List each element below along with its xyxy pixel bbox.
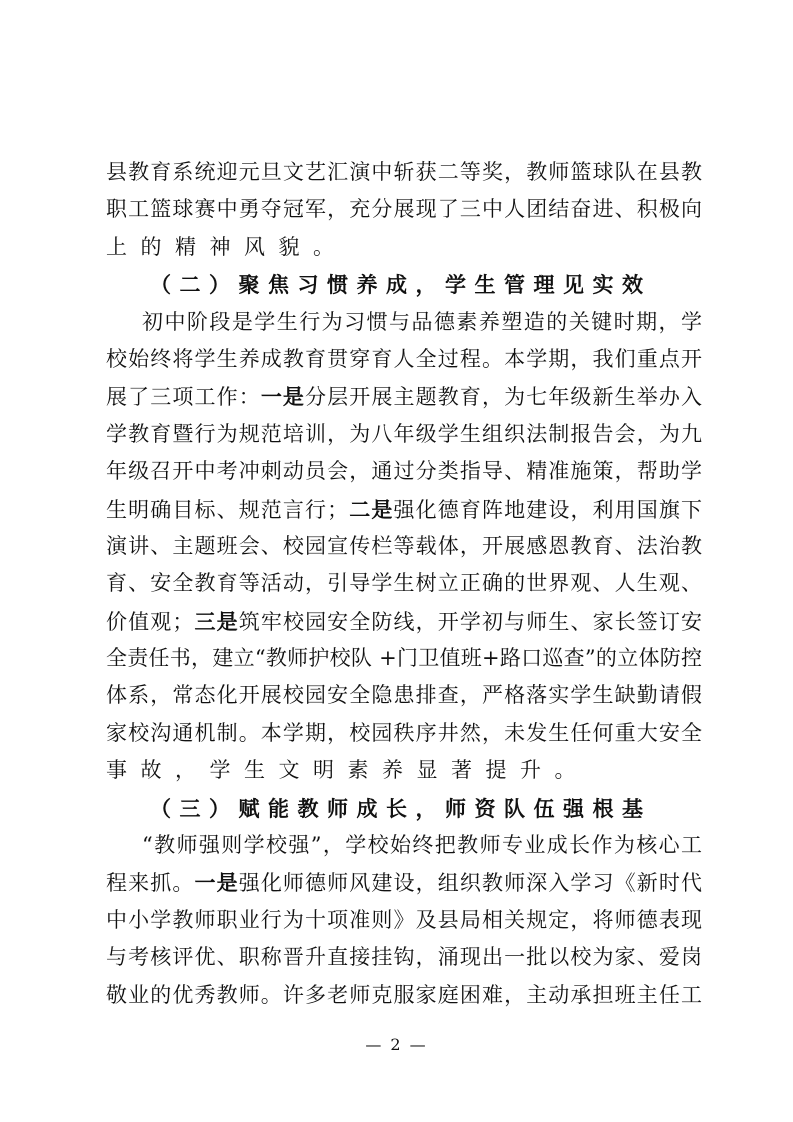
text-line	[106, 603, 702, 640]
text-line	[106, 229, 702, 266]
bold-text-run: 三是	[193, 608, 239, 634]
text-run: 体系，常态化开展校园安全隐患排查，严格落实学生缺勤请假	[106, 683, 702, 708]
text-line	[106, 752, 702, 789]
text-run: （三）赋能教师成长，师资队伍强根基	[150, 795, 652, 821]
text-run: （二）聚焦习惯养成，学生管理见实效	[150, 272, 652, 298]
text-run: 育、安全教育等活动，引导学生树立正确的世界观、人生观、	[106, 571, 702, 596]
text-line	[106, 378, 702, 415]
text-line	[106, 341, 702, 378]
text-run: 强化师德师风建设，组织教师深入学习《新时代	[238, 871, 703, 896]
text-line	[106, 191, 702, 228]
text-line	[106, 939, 702, 976]
text-run: 县教育系统迎元旦文艺汇演中斩获二等奖，教师篮球队在县教	[106, 160, 702, 184]
text-line	[106, 715, 702, 752]
text-run: 年级召开中考冲刺动员会，通过分类指导、精准施策，帮助学	[106, 459, 702, 484]
text-line	[106, 864, 702, 901]
text-run: 与考核评优、职称晋升直接挂钩，涌现出一批以校为家、爱岗	[106, 945, 702, 970]
text-line	[106, 154, 702, 191]
text-run: 筑牢校园安全防线，开学初与师生、家长签订安	[238, 609, 703, 634]
text-run: 全责任书，建立“教师护校队 +门卫值班+路口巡查”的立体防控	[106, 646, 702, 671]
text-line	[106, 677, 702, 714]
text-line	[106, 491, 702, 528]
text-line	[106, 453, 702, 490]
page-number: — 2 —	[365, 1035, 428, 1054]
section-heading-line	[106, 266, 702, 303]
text-line	[106, 640, 702, 677]
text-line	[106, 977, 702, 1014]
text-run: 价值观；	[106, 609, 194, 634]
text-line	[106, 827, 702, 864]
text-run: 上的精神风貌。	[106, 234, 348, 259]
text-run: 分层开展主题教育，为七年级新生举办入	[305, 385, 703, 410]
text-run: 初中阶段是学生行为习惯与品德素养塑造的关键时期，学	[142, 309, 702, 334]
text-line	[106, 902, 702, 939]
text-run: 家校沟通机制。本学期，校园秩序井然，未发生任何重大安全	[106, 720, 702, 745]
text-run: 展了三项工作：	[106, 385, 261, 410]
text-run: 生明确目标、规范言行；	[106, 497, 349, 522]
text-line	[106, 565, 702, 602]
text-run: “教师强则学校强”，学校始终把教师专业成长作为核心工	[142, 833, 702, 858]
text-run: 学教育暨行为规范培训，为八年级学生组织法制报告会，为九	[106, 421, 702, 446]
text-run: 中小学教师职业行为十项准则》及县局相关规定，将师德表现	[106, 907, 702, 932]
text-run: 事故，学生文明素养显著提升。	[106, 758, 589, 783]
section-heading-line	[106, 790, 702, 827]
text-run: 职工篮球赛中勇夺冠军，充分展现了三中人团结奋进、积极向	[106, 197, 702, 222]
text-run: 程来抓。	[106, 871, 195, 896]
bold-text-run: 二是	[348, 496, 394, 522]
bold-text-run: 一是	[194, 870, 239, 896]
text-run: 校始终将学生养成教育贯穿育人全过程。本学期，我们重点开	[106, 346, 702, 371]
text-run: 敬业的优秀教师。许多老师克服家庭困难，主动承担班主任工	[106, 982, 702, 1007]
text-run: 演讲、主题班会、校园宣传栏等载体，开展感恩教育、法治教	[106, 533, 702, 558]
bold-text-run: 一是	[260, 384, 306, 410]
text-run: 强化德育阵地建设，利用国旗下	[393, 497, 703, 522]
text-line	[106, 304, 702, 341]
document-body	[106, 154, 702, 1014]
text-line	[106, 416, 702, 453]
text-line	[106, 528, 702, 565]
